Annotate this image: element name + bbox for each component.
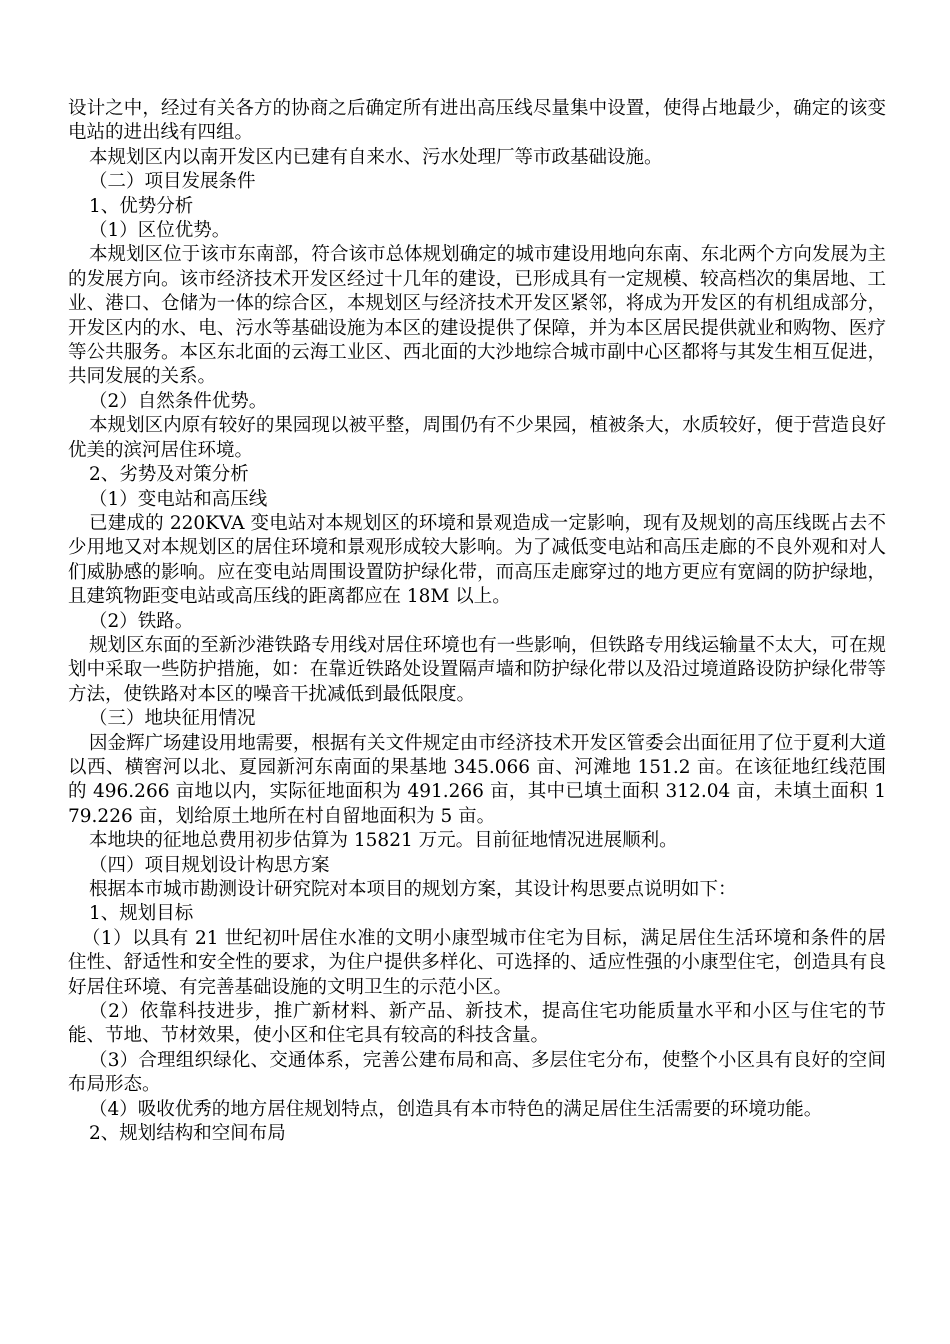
list-item: （2）依靠科技进步，推广新材料、新产品、新技术，提高住宅功能质量水平和小区与住宅的节能、节地、节材效果，使小区和住宅具有较高的科技含量。 bbox=[68, 1001, 886, 1047]
subsection-heading: 1、规划目标 bbox=[89, 903, 194, 925]
item-heading: （2）自然条件优势。 bbox=[89, 390, 268, 412]
list-item: （4）吸收优秀的地方居住规划特点，创造具有本市特色的满足居住生活需要的环境功能。 bbox=[89, 1098, 823, 1120]
list-item: （3）合理组织绿化、交通体系，完善公建布局和高、多层住宅分布，使整个小区具有良好的空间布局形态。 bbox=[68, 1049, 886, 1096]
section-heading: （四）项目规划设计构思方案 bbox=[89, 854, 330, 876]
paragraph: 设计之中，经过有关各方的协商之后确定所有进出高压线尽量集中设置，使得占地最少，确定的该变电站的进出线有四组。 bbox=[68, 98, 886, 144]
paragraph: 本规划区位于该市东南部，符合该市总体规划确定的城市建设用地向东南、东北两个方向发展为主的发展方向。该市经济技术开发区经过十几年的建设，已形成具有一定规模、较高档次的集居地、工业、港口、仓储为一体的综合区，本规划区与经济技术开发区紧邻，将成为开发区的有机组成部分，开发区内的水、电、污水等基础设施为本区的建设提供了保障，并为本区居民提供就业和购物、医疗等公共服务。本区东北面的云海工业区、西北面的大沙地综合城市副中心区都将与其发生相互促进，共同发展的关系。 bbox=[68, 244, 886, 388]
paragraph: 本规划区内以南开发区内已建有自来水、污水处理厂等市政基础设施。 bbox=[89, 146, 663, 168]
item-heading: （2）铁路。 bbox=[89, 610, 194, 632]
paragraph: 本地块的征地总费用初步估算为 15821 万元。目前征地情况进展顺利。 bbox=[89, 830, 678, 852]
item-heading: （1）区位优势。 bbox=[89, 220, 231, 242]
section-heading: （二）项目发展条件 bbox=[89, 171, 256, 193]
paragraph: 本规划区内原有较好的果园现以被平整，周围仍有不少果园，植被条大，水质较好，便于营造良好优美的滨河居住环境。 bbox=[68, 415, 886, 461]
list-item: （1）以具有 21 世纪初叶居住水准的文明小康型城市住宅为目标，满足居住生活环境和条件的居住性、舒适性和安全性的要求，为住户提供多样化、可选择的、适应性强的小康型住宅，创造具有良好居住环境、有完善基础设施的文明卫生的示范小区。 bbox=[68, 927, 886, 998]
section-heading: （三）地块征用情况 bbox=[89, 708, 256, 730]
paragraph: 因金辉广场建设用地需要，根据有关文件规定由市经济技术开发区管委会出面征用了位于夏利大道以西、横窖河以北、夏园新河东南面的果基地 345.066 亩、河滩地 151.2 亩。在该征地红线范围的 496.266 亩地以内，实际征地面积为 491.266 亩，其中已填土面积 312.04 亩，未填土面积 179.226 亩，划给原土地所在村自留地面积为 5 亩。 bbox=[68, 732, 886, 827]
paragraph: 根据本市城市勘测设计研究院对本项目的规划方案，其设计构思要点说明如下： bbox=[89, 879, 737, 900]
item-heading: （1）变电站和高压线 bbox=[89, 488, 268, 510]
document-body bbox=[68, 97, 886, 1146]
subsection-heading: 2、劣势及对策分析 bbox=[89, 464, 249, 486]
subsection-heading: 2、规划结构和空间布局 bbox=[89, 1123, 286, 1145]
subsection-heading: 1、优势分析 bbox=[89, 195, 194, 217]
paragraph: 规划区东面的至新沙港铁路专用线对居住环境也有一些影响，但铁路专用线运输量不太大，可在规划中采取一些防护措施，如：在靠近铁路处设置隔声墙和防护绿化带以及沿过境道路设防护绿化带等方法，使铁路对本区的噪音干扰减低到最低限度。 bbox=[68, 634, 886, 705]
paragraph: 已建成的 220KVA 变电站对本规划区的环境和景观造成一定影响，现有及规划的高压线既占去不少用地又对本规划区的居住环境和景观形成较大影响。为了减低变电站和高压走廊的不良外观和对人们威胁感的影响。应在变电站周围设置防护绿化带，而高压走廊穿过的地方更应有宽阔的防护绿地，且建筑物距变电站或高压线的距离都应在 18M 以上。 bbox=[68, 512, 886, 608]
